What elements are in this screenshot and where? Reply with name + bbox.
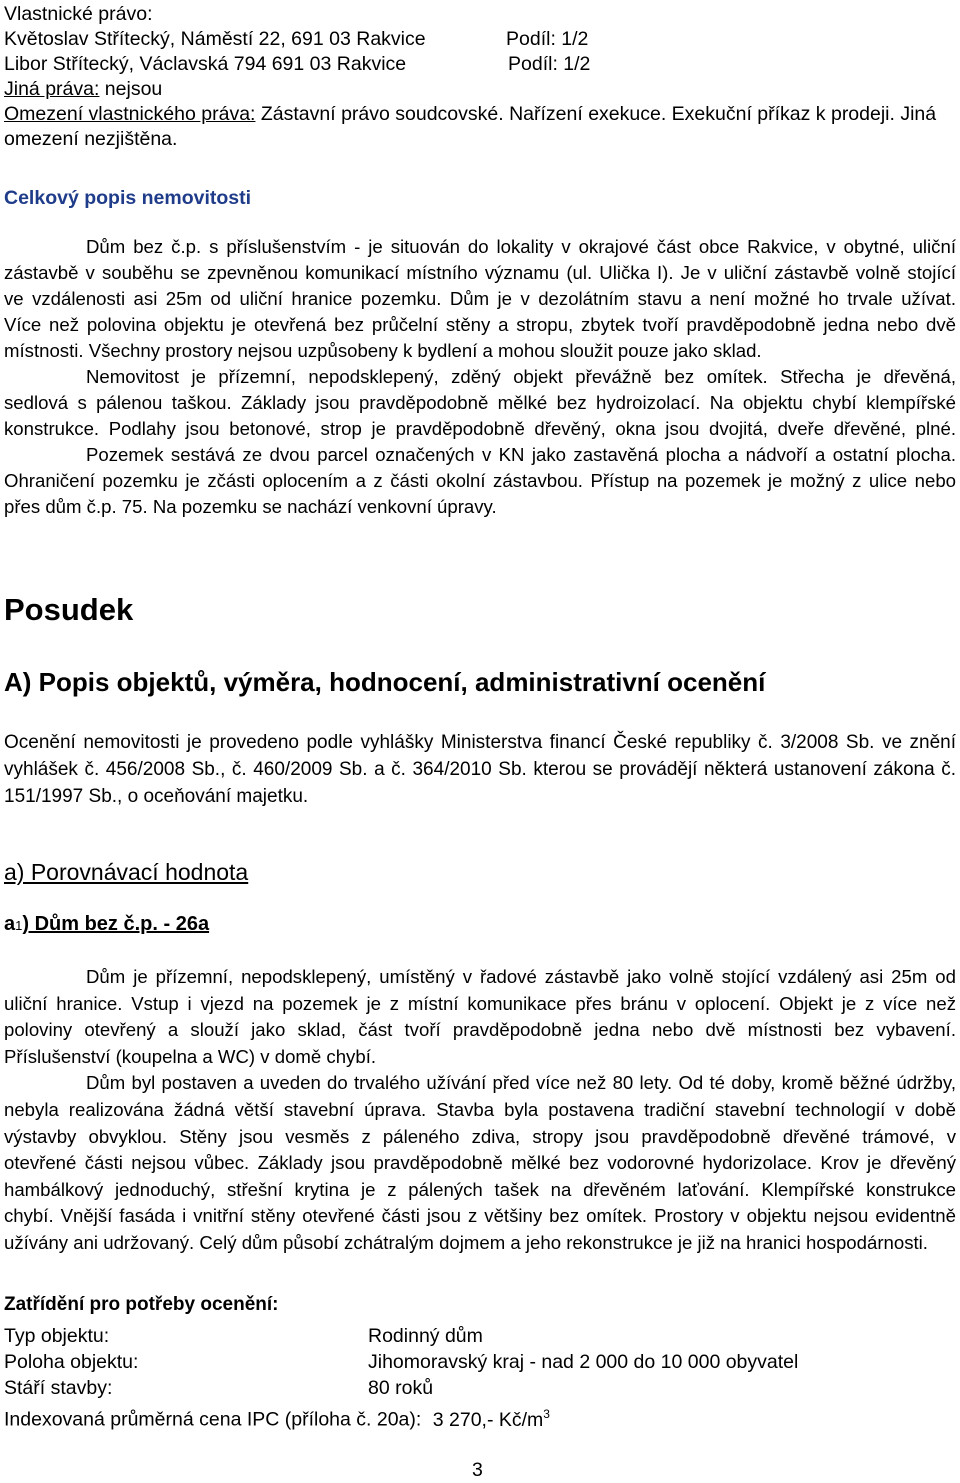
classification-label: Stáří stavby: — [4, 1377, 113, 1399]
overall-description-heading: Celkový popis nemovitosti — [4, 187, 252, 209]
restrictions-value-line2: omezení nezjištěna. — [4, 128, 178, 150]
desc-line: Ohraničení pozemku je zčásti oplocením a z části okolní zástavbou. Přístup na pozemek je možný z ulice nebo — [4, 470, 956, 491]
desc-line: zástavbě v souběhu se zpevněnou komunikací místního významu (ul. Ulička I). Je v uliční zástavbě volně stojící — [4, 262, 956, 283]
desc-line: Nemovitost je přízemní, nepodsklepený, zděný objekt převážně bez omítek. Střecha je dřevěná, — [86, 366, 956, 387]
valuation-line: Ocenění nemovitosti je provedeno podle vyhlášky Ministerstva financí České republiky č. 3/2008 Sb. ve znění — [4, 732, 956, 753]
classification-value: Jihomoravský kraj - nad 2 000 do 10 000 obyvatel — [368, 1351, 799, 1373]
a1-line: výstavby obvyklou. Stěny jsou vesměs z páleného zdiva, stropy jsou pravděpodobně dřevěné trámové, v — [4, 1125, 956, 1147]
a1-line: Dům je přízemní, nepodsklepený, umístěný v řadové zástavbě jako volně stojící vzdálený asi 25m od — [86, 966, 956, 987]
desc-line: konstrukce. Podlahy jsou betonové, strop je pravděpodobně dřevěný, okna jsou dvojitá, dveře dřevěné, plné. — [4, 418, 956, 439]
item-a1-prefix: a — [4, 913, 16, 935]
owner-2-name: Libor Střítecký, Václavská 794 691 03 Rakvice — [4, 53, 407, 75]
classification-label: Poloha objektu: — [4, 1351, 139, 1373]
owner-1-name: Květoslav Střítecký, Náměstí 22, 691 03 Rakvice — [4, 28, 426, 50]
ipc-label: Indexovaná průměrná cena IPC (příloha č. 20a): — [4, 1408, 422, 1431]
restrictions-value-line1: Zástavní právo soudcovské. Nařízení exekuce. Exekuční příkaz k prodeji. Jiná — [255, 103, 937, 125]
desc-line: sedlová s pálenou taškou. Základy jsou pravděpodobně mělké bez hydroizolací. Na objektu chybí klempířské — [4, 392, 956, 413]
page-number: 3 — [472, 1459, 483, 1481]
desc-line: Dům bez č.p. s příslušenstvím - je situován do lokality v okrajové část obce Rakvice, v obytné, uliční — [86, 236, 956, 257]
item-a1-name: ) Dům bez č.p. - 26a — [22, 913, 210, 935]
owner-1-share: Podíl: 1/2 — [506, 28, 589, 50]
a1-line: uliční hranice. Vstup i vjezd na pozemek je z místní komunikace přes bránu v oplocení. Objekt je z více než — [4, 992, 956, 1014]
classification-value: 80 roků — [368, 1377, 434, 1399]
valuation-line: 151/1997 Sb., o oceňování majetku. — [4, 786, 309, 807]
desc-line: místnosti. Všechny prostory nejsou uzpůsobeny k bydlení a mohou sloužit pouze jako sklad. — [4, 340, 762, 361]
ipc-value: 3 270,- Kč/m — [432, 1408, 544, 1431]
a1-line: poloviny otevřený a slouží jako sklad, část tvoří pravděpodobně jedna nebo dvě místnosti bez vybavení. — [4, 1019, 956, 1041]
a1-line: užívány ani udržovaný. Celý dům působí zchátralým dojmem a jeho rekonstrukce je již na hranici hospodárnosti. — [4, 1231, 928, 1253]
other-rights — [4, 77, 162, 102]
ipc-row — [4, 1402, 550, 1433]
other-rights-value: nejsou — [99, 78, 163, 100]
ipc-unit-sup: 3 — [543, 1407, 550, 1421]
a1-line: nebyla realizována žádná větší stavební úprava. Stavba byla postavena tradiční stavební technologií v době — [4, 1098, 956, 1120]
restrictions-label: Omezení vlastnického práva: — [4, 103, 256, 125]
desc-line: Více než polovina objektu je otevřená bez průčelní stěny a stropu, zbytek tvoří pravděpodobně jedna nebo dvě — [4, 314, 956, 335]
valuation-line: vyhlášek č. 456/2008 Sb., č. 460/2009 Sb. a č. 364/2010 Sb. kterou se provádějí některá ustanovení zákona č. — [4, 759, 956, 780]
posudek-title: Posudek — [4, 592, 134, 627]
owner-2-share: Podíl: 1/2 — [508, 53, 591, 75]
a1-line: hambálkový jednoduchý, střešní krytina je z pálených tašek na dřevěném laťování. Klempířské konstrukce — [4, 1178, 956, 1200]
item-a1-body — [4, 964, 956, 1257]
section-a-title: A) Popis objektů, výměra, hodnocení, administrativní ocenění — [4, 667, 766, 697]
item-a1-title — [4, 912, 209, 938]
a1-line: Příslušenství (koupelna a WC) v domě chybí. — [4, 1045, 377, 1067]
classification-label: Typ objektu: — [4, 1325, 110, 1347]
restrictions — [4, 102, 936, 127]
overall-description-body — [4, 234, 956, 520]
valuation-paragraph — [4, 730, 956, 811]
a1-line: otevřené části nejsou vůbec. Základy jsou pravděpodobně mělké bez vodorovné hydorizolace. Krov je dřevěný — [4, 1152, 956, 1174]
subsection-a-title: a) Porovnávací hodnota — [4, 859, 249, 885]
item-a1-subscript: 1 — [15, 918, 23, 933]
classification-heading: Zatřídění pro potřeby ocenění: — [4, 1294, 279, 1315]
desc-line: Pozemek sestává ze dvou parcel označených v KN jako zastavěná plocha a nádvoří a ostatní plocha. — [86, 444, 956, 465]
a1-line: Dům byl postaven a uveden do trvalého užívání před více než 80 lety. Od té doby, kromě běžné údržby, — [86, 1072, 956, 1094]
other-rights-label: Jiná práva: — [4, 78, 100, 100]
ownership-heading: Vlastnické právo: — [4, 3, 153, 25]
desc-line: ve vzdálenosti asi 25m od uliční hranice pozemku. Dům je v dezolátním stavu a není možné ho trvale užívat. — [4, 288, 956, 309]
a1-line: chybí. Vnější fasáda i vnitřní stěny otevřené části jsou z většiny bez omítek. Prostory v objektu nejsou evidentně — [4, 1205, 956, 1227]
classification-value: Rodinný dům — [368, 1325, 483, 1347]
desc-line: přes dům č.p. 75. Na pozemku se nachází venkovní úpravy. — [4, 496, 497, 517]
